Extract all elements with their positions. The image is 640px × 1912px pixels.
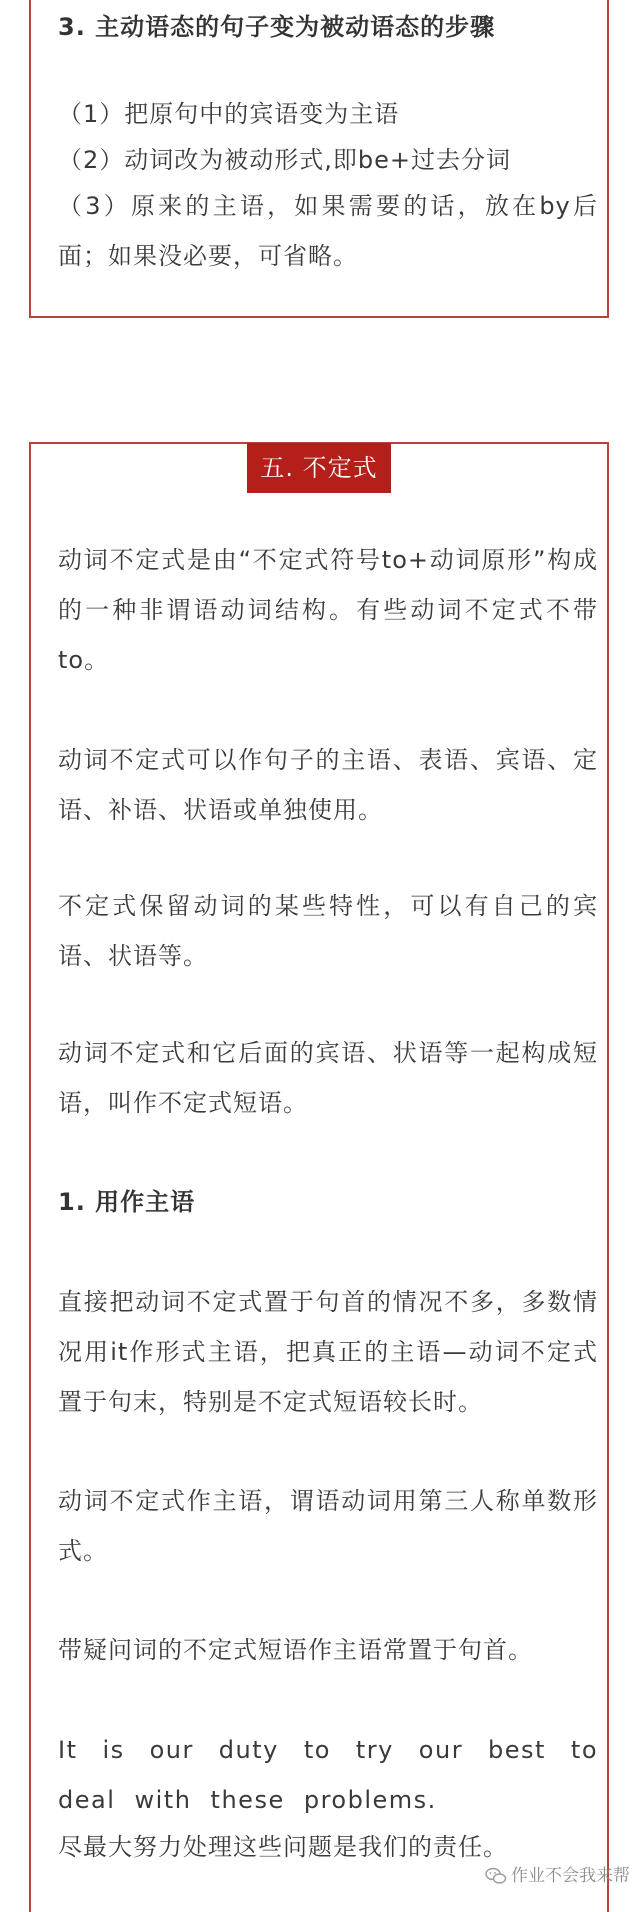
paragraph-verb-agreement: 动词不定式作主语，谓语动词用第三人称单数形式。 [58,1487,598,1565]
watermark-text: 作业不会我来帮 [511,1866,630,1886]
paragraph-it-subject: 直接把动词不定式置于句首的情况不多，多数情况用it作形式主语，把真正的主语—动词不定式置于句末，特别是不定式短语较长时。 [58,1288,598,1416]
paragraph-definition: 动词不定式是由“不定式符号to+动词原形”构成的一种非谓语动词结构。有些动词不定式不带to。 [58,546,598,674]
example-chinese: 尽最大努力处理这些问题是我们的责任。 [58,1833,508,1861]
paragraph-functions: 动词不定式可以作句子的主语、表语、宾语、定语、补语、状语或单独使用。 [58,746,598,824]
step-2: （2）动词改为被动形式,即be+过去分词 [58,146,512,174]
paragraph-phrase: 动词不定式和它后面的宾语、状语等一起构成短语，叫作不定式短语。 [58,1039,598,1117]
step-3: （3）原来的主语，如果需要的话，放在by后面；如果没必要，可省略。 [58,192,598,270]
watermark [485,1864,630,1888]
example-english: It is our duty to try our best to deal with these problems. [58,1736,598,1814]
section-3-heading: 3. 主动语态的句子变为被动语态的步骤 [58,13,496,41]
subsection-heading: 1. 用作主语 [58,1188,196,1216]
paragraph-properties: 不定式保留动词的某些特性，可以有自己的宾语、状语等。 [58,892,598,970]
paragraph-question-word: 带疑问词的不定式短语作主语常置于句首。 [58,1636,533,1664]
section-5-badge: 五. 不定式 [247,443,391,493]
wechat-icon [485,1867,507,1885]
step-1: （1）把原句中的宾语变为主语 [58,100,400,128]
